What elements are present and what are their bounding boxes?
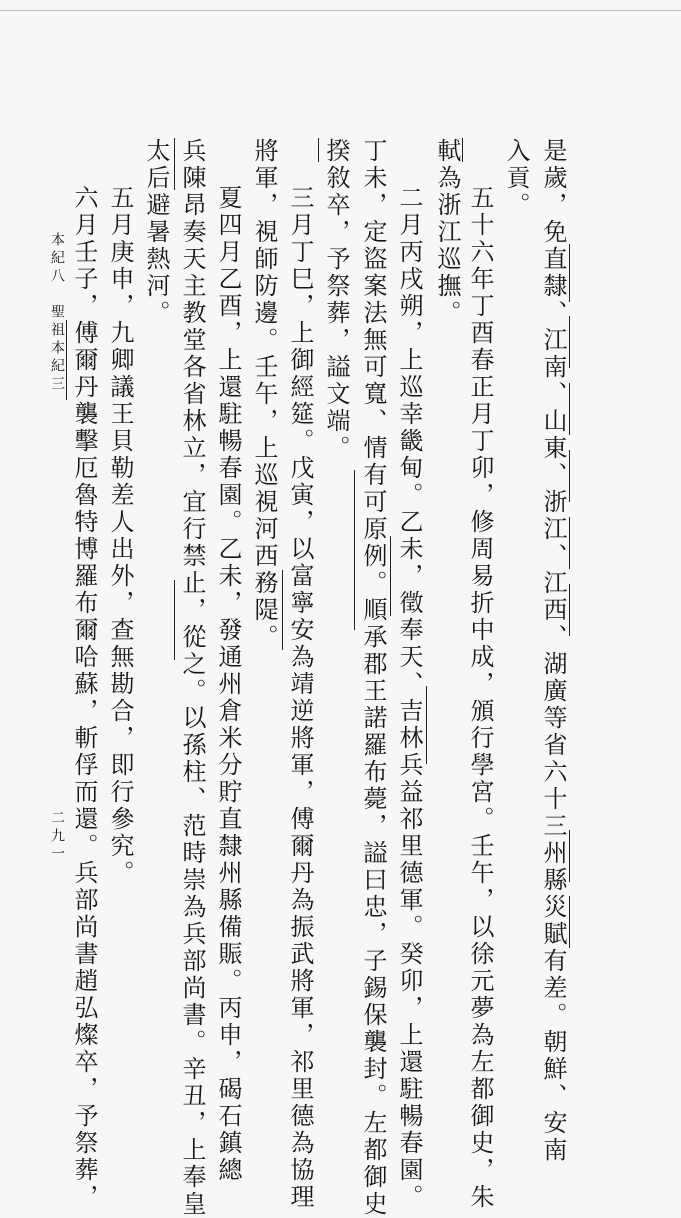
name-underline-fuerdan-2 [66, 320, 67, 400]
text-column-1: 是歲，免直隸、江南、山東、浙江、江西、湖廣等省六十三州縣災賦有差。朝鮮、安南 [539, 138, 567, 1164]
name-underline-zhejiang [569, 450, 570, 502]
name-underline-fuerdan [282, 570, 283, 650]
name-underline-jiangxi [569, 517, 570, 569]
text-column-4: 五十六年丁酉春正月丁卯，修周易折中成，頒行學宮。壬午，以徐元夢為左都御史，朱 [466, 185, 494, 1211]
chapter-label: 聖祖本紀三 [49, 304, 65, 394]
text-column-12: 太后避暑熱河。 [142, 138, 170, 327]
text-column-7: 揆敘卒，予祭葬，謚文端。 [322, 138, 350, 462]
text-column-6: 丁未，定盜案法無可寬、情有可原例。順承郡王諾羅布薨，謚曰忠，子錫保襲封。左都御史 [359, 138, 387, 1218]
text-column-5: 二月丙戌朔，上巡幸畿甸。乙未，徵奉天、吉林兵益祁里德軍。癸卯，上還駐暢春園。 [395, 185, 423, 1211]
name-underline-shandong [569, 383, 570, 435]
section-label: 本紀八 [49, 232, 65, 286]
text-column-2: 入貢。 [502, 138, 530, 219]
text-column-13: 五月庚申，九卿議王貝勒差人出外，查無勘合，即行參究。 [106, 185, 134, 887]
text-column-11: 兵陳昂奏天主教堂各省林立，宜行禁止，從之。以孫柱、范時崇為兵部尚書。辛丑，上奉皇 [178, 138, 206, 1218]
name-underline-huguang [569, 584, 570, 636]
name-underline-shuncheng [354, 470, 355, 630]
text-column-10: 夏四月乙酉，上還駐暢春園。乙未，發通州倉米分貯直隸州縣備賑。丙申，碣石鎮總 [214, 185, 242, 1184]
text-column-8: 三月丁巳，上御經筵。戊寅，以富寧安為靖逆將軍，傅爾丹為振武將軍，祁里德為協理 [286, 185, 314, 1211]
name-underline-jiangnan [569, 316, 570, 368]
text-column-14: 六月壬子，傅爾丹襲擊厄魯特博羅布爾哈蘇，斬俘而還。兵部尚書趙弘燦卒，予祭葬， [70, 185, 98, 1211]
name-underline-chaoxian [569, 830, 570, 882]
page-number: 二九一 [49, 810, 65, 864]
name-underline-chen-ang [174, 138, 175, 190]
text-column-3: 軾為浙江巡撫。 [433, 138, 461, 327]
name-underline-annan [569, 896, 570, 948]
name-underline-xu-yuanmeng [426, 686, 427, 764]
name-underline-zhili [569, 244, 570, 302]
name-underline-qilide [390, 536, 391, 616]
name-underline-zhu-shi [462, 138, 463, 162]
name-underline-sun-fan [174, 580, 175, 660]
name-underline-kui-xu [318, 138, 319, 162]
text-column-9: 將軍，視師防邊。壬午，上巡視河西務隄。 [250, 138, 278, 651]
top-edge-line [0, 10, 681, 11]
